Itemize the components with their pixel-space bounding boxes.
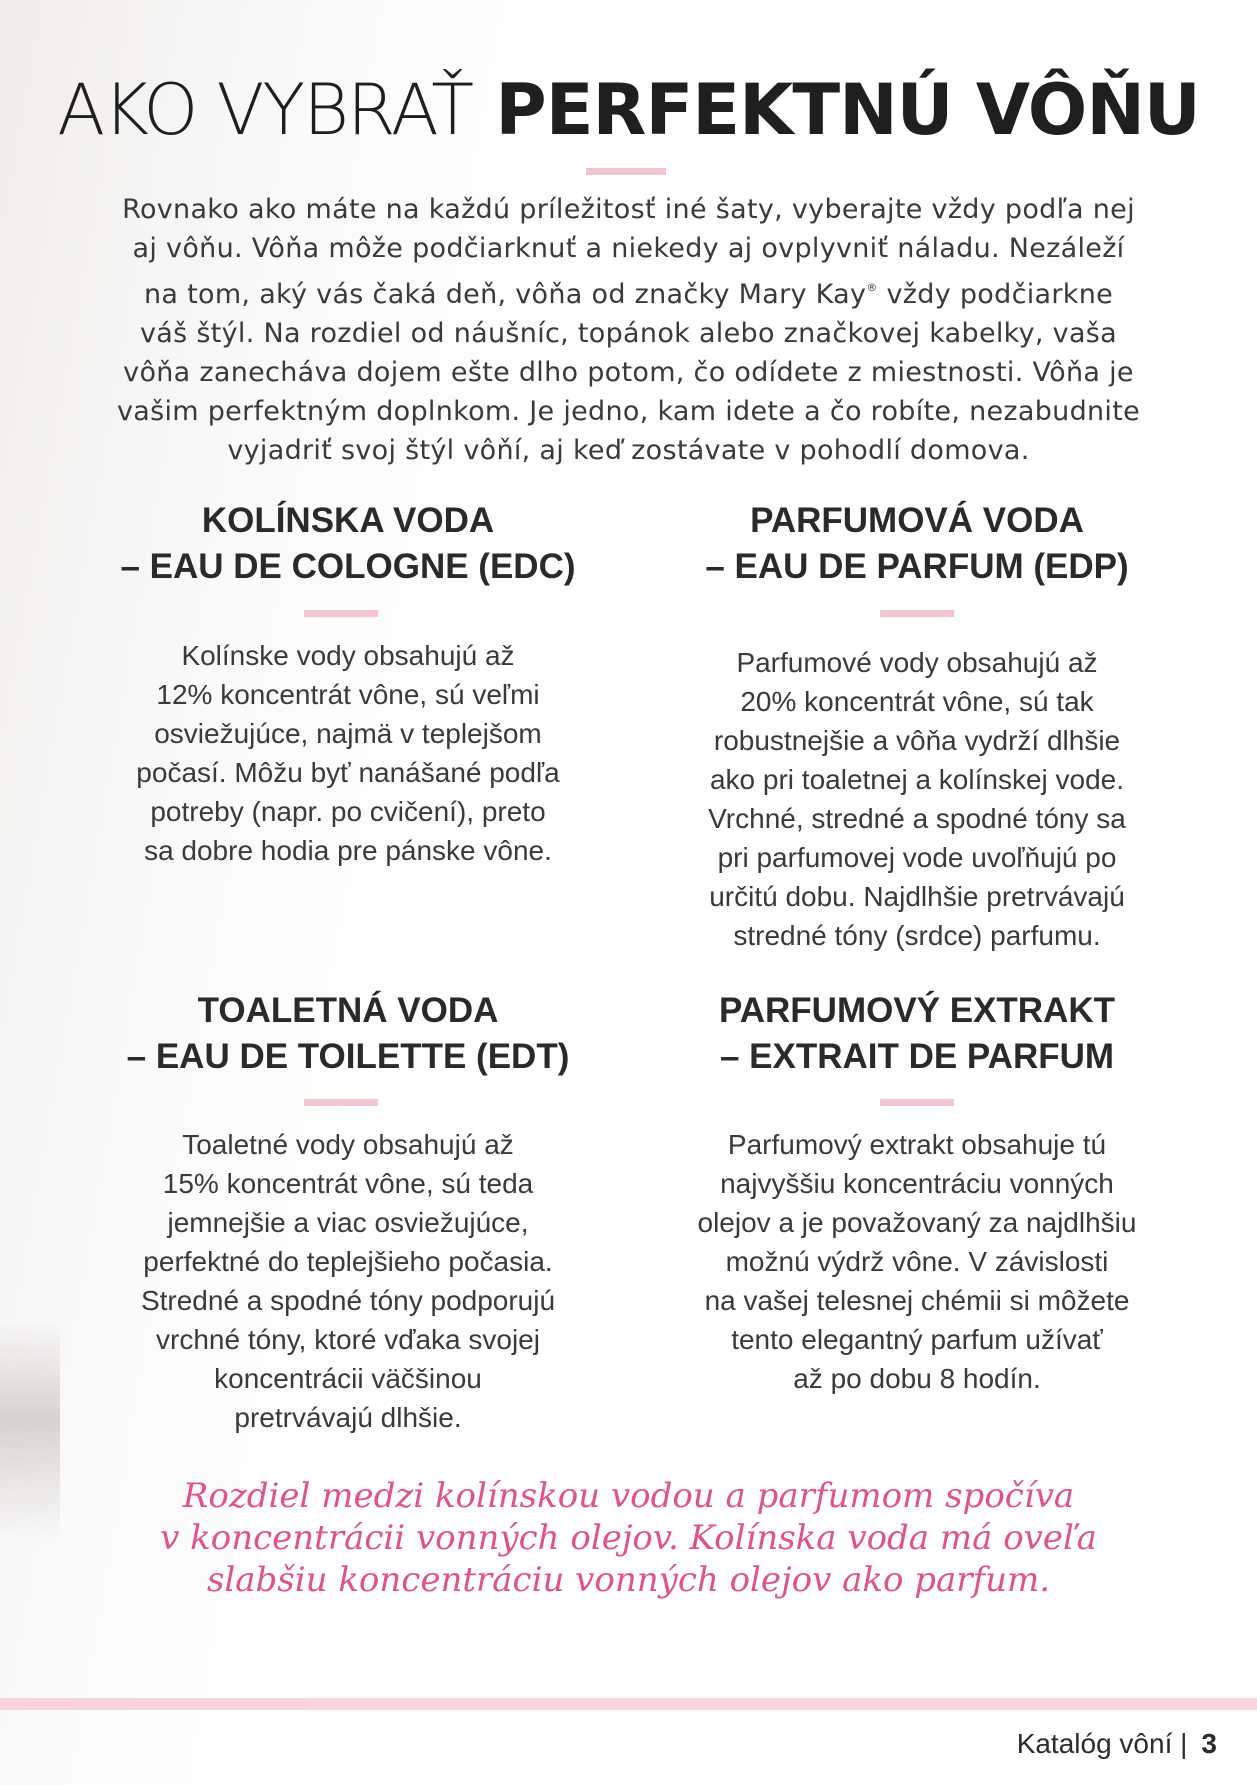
title-bold: PERFEKTNÚ VÔŇU <box>495 69 1200 151</box>
section-divider <box>880 610 954 617</box>
section-title-cologne: KOLÍNSKA VODA – EAU DE COLOGNE (EDC) <box>120 501 576 586</box>
section-title-parfum: PARFUMOVÁ VODA – EAU DE PARFUM (EDP) <box>705 501 1129 586</box>
intro-line: vašim perfektným doplnkom. Je jedno, kam idete a čo robíte, nezabudnite <box>116 396 1141 427</box>
footer-band <box>0 1698 1257 1710</box>
intro-line: vôňa zanecháva dojem ešte dlho potom, čo odídete z miestnosti. Vôňa je <box>123 357 1134 388</box>
section-body-toilette: Toaletné vody obsahujú až 15% koncentrát vône, sú teda jemnejšie a viac osviežujúce, perfektné do teplejšieho počasia. Stredné a spodné tóny podporujú vrchné tóny, ktoré vďaka svojej koncentrácii väčšinou pretrvávajú dlhšie. <box>140 1129 556 1433</box>
section-body-parfum: Parfumové vody obsahujú až 20% koncentrát vône, sú tak robustnejšie a vôňa vydrží dlhšie ako pri toaletnej a kolínskej vode. Vrchné, stredné a spodné tóny sa pri parfumovej vode uvoľňujú po určitú dobu. Najdlhšie pretrvávajú stredné tóny (srdce) parfumu. <box>708 647 1126 951</box>
page-number: 3 <box>1201 1728 1217 1759</box>
catalog-label: Katalóg vôní | <box>1016 1728 1188 1759</box>
highlight-quote: Rozdiel medzi kolínskou vodou a parfumom spočíva v koncentrácii vonných olejov. Kolínska voda má oveľa slabšiu koncentráciu vonných olejov ako parfum. <box>160 1476 1097 1600</box>
section-divider <box>304 610 378 617</box>
intro-line: váš štýl. Na rozdiel od náušníc, topánok alebo značkovej kabelky, vaša <box>139 318 1118 349</box>
section-title-toilette: TOALETNÁ VODA – EAU DE TOILETTE (EDT) <box>126 991 570 1076</box>
section-divider <box>304 1099 378 1106</box>
intro-line: vyjadriť svoj štýl vôňí, aj keď zostávate v pohodlí domova. <box>227 435 1030 466</box>
intro-line: na tom, aký vás čaká deň, vôňa od značky Mary Kay® vždy podčiarkne <box>143 279 1114 310</box>
background-shadow <box>0 1320 60 1540</box>
title-light: AKO VYBRAŤ <box>57 69 473 151</box>
section-title-extrait: PARFUMOVÝ EXTRAKT – EXTRAIT DE PARFUM <box>718 991 1116 1076</box>
page-footer <box>1017 1728 1217 1760</box>
intro-line: Rovnako ako máte na každú príležitosť iné šaty, vyberajte vždy podľa nej <box>122 194 1135 225</box>
section-body-extrait: Parfumový extrakt obsahuje tú najvyššiu koncentráciu vonných olejov a je považovaný za najdlhšiu možnú výdrž vône. V závislosti na vašej telesnej chémii si môžete tento elegantný parfum užívať až po dobu 8 hodín. <box>697 1129 1137 1394</box>
registered-mark: ® <box>866 281 878 294</box>
section-divider <box>880 1099 954 1106</box>
section-body-cologne: Kolínske vody obsahujú až 12% koncentrát vône, sú veľmi osviežujúce, najmä v teplejšom počasí. Môžu byť nanášané podľa potreby (napr. po cvičení), preto sa dobre hodia pre pánske vône. <box>136 640 560 866</box>
page-title <box>0 62 1257 158</box>
intro-line: aj vôňu. Vôňa môže podčiarknuť a niekedy aj ovplyvniť náladu. Nezáleží <box>132 233 1125 264</box>
intro-paragraph <box>80 190 1177 470</box>
title-divider <box>586 168 666 175</box>
